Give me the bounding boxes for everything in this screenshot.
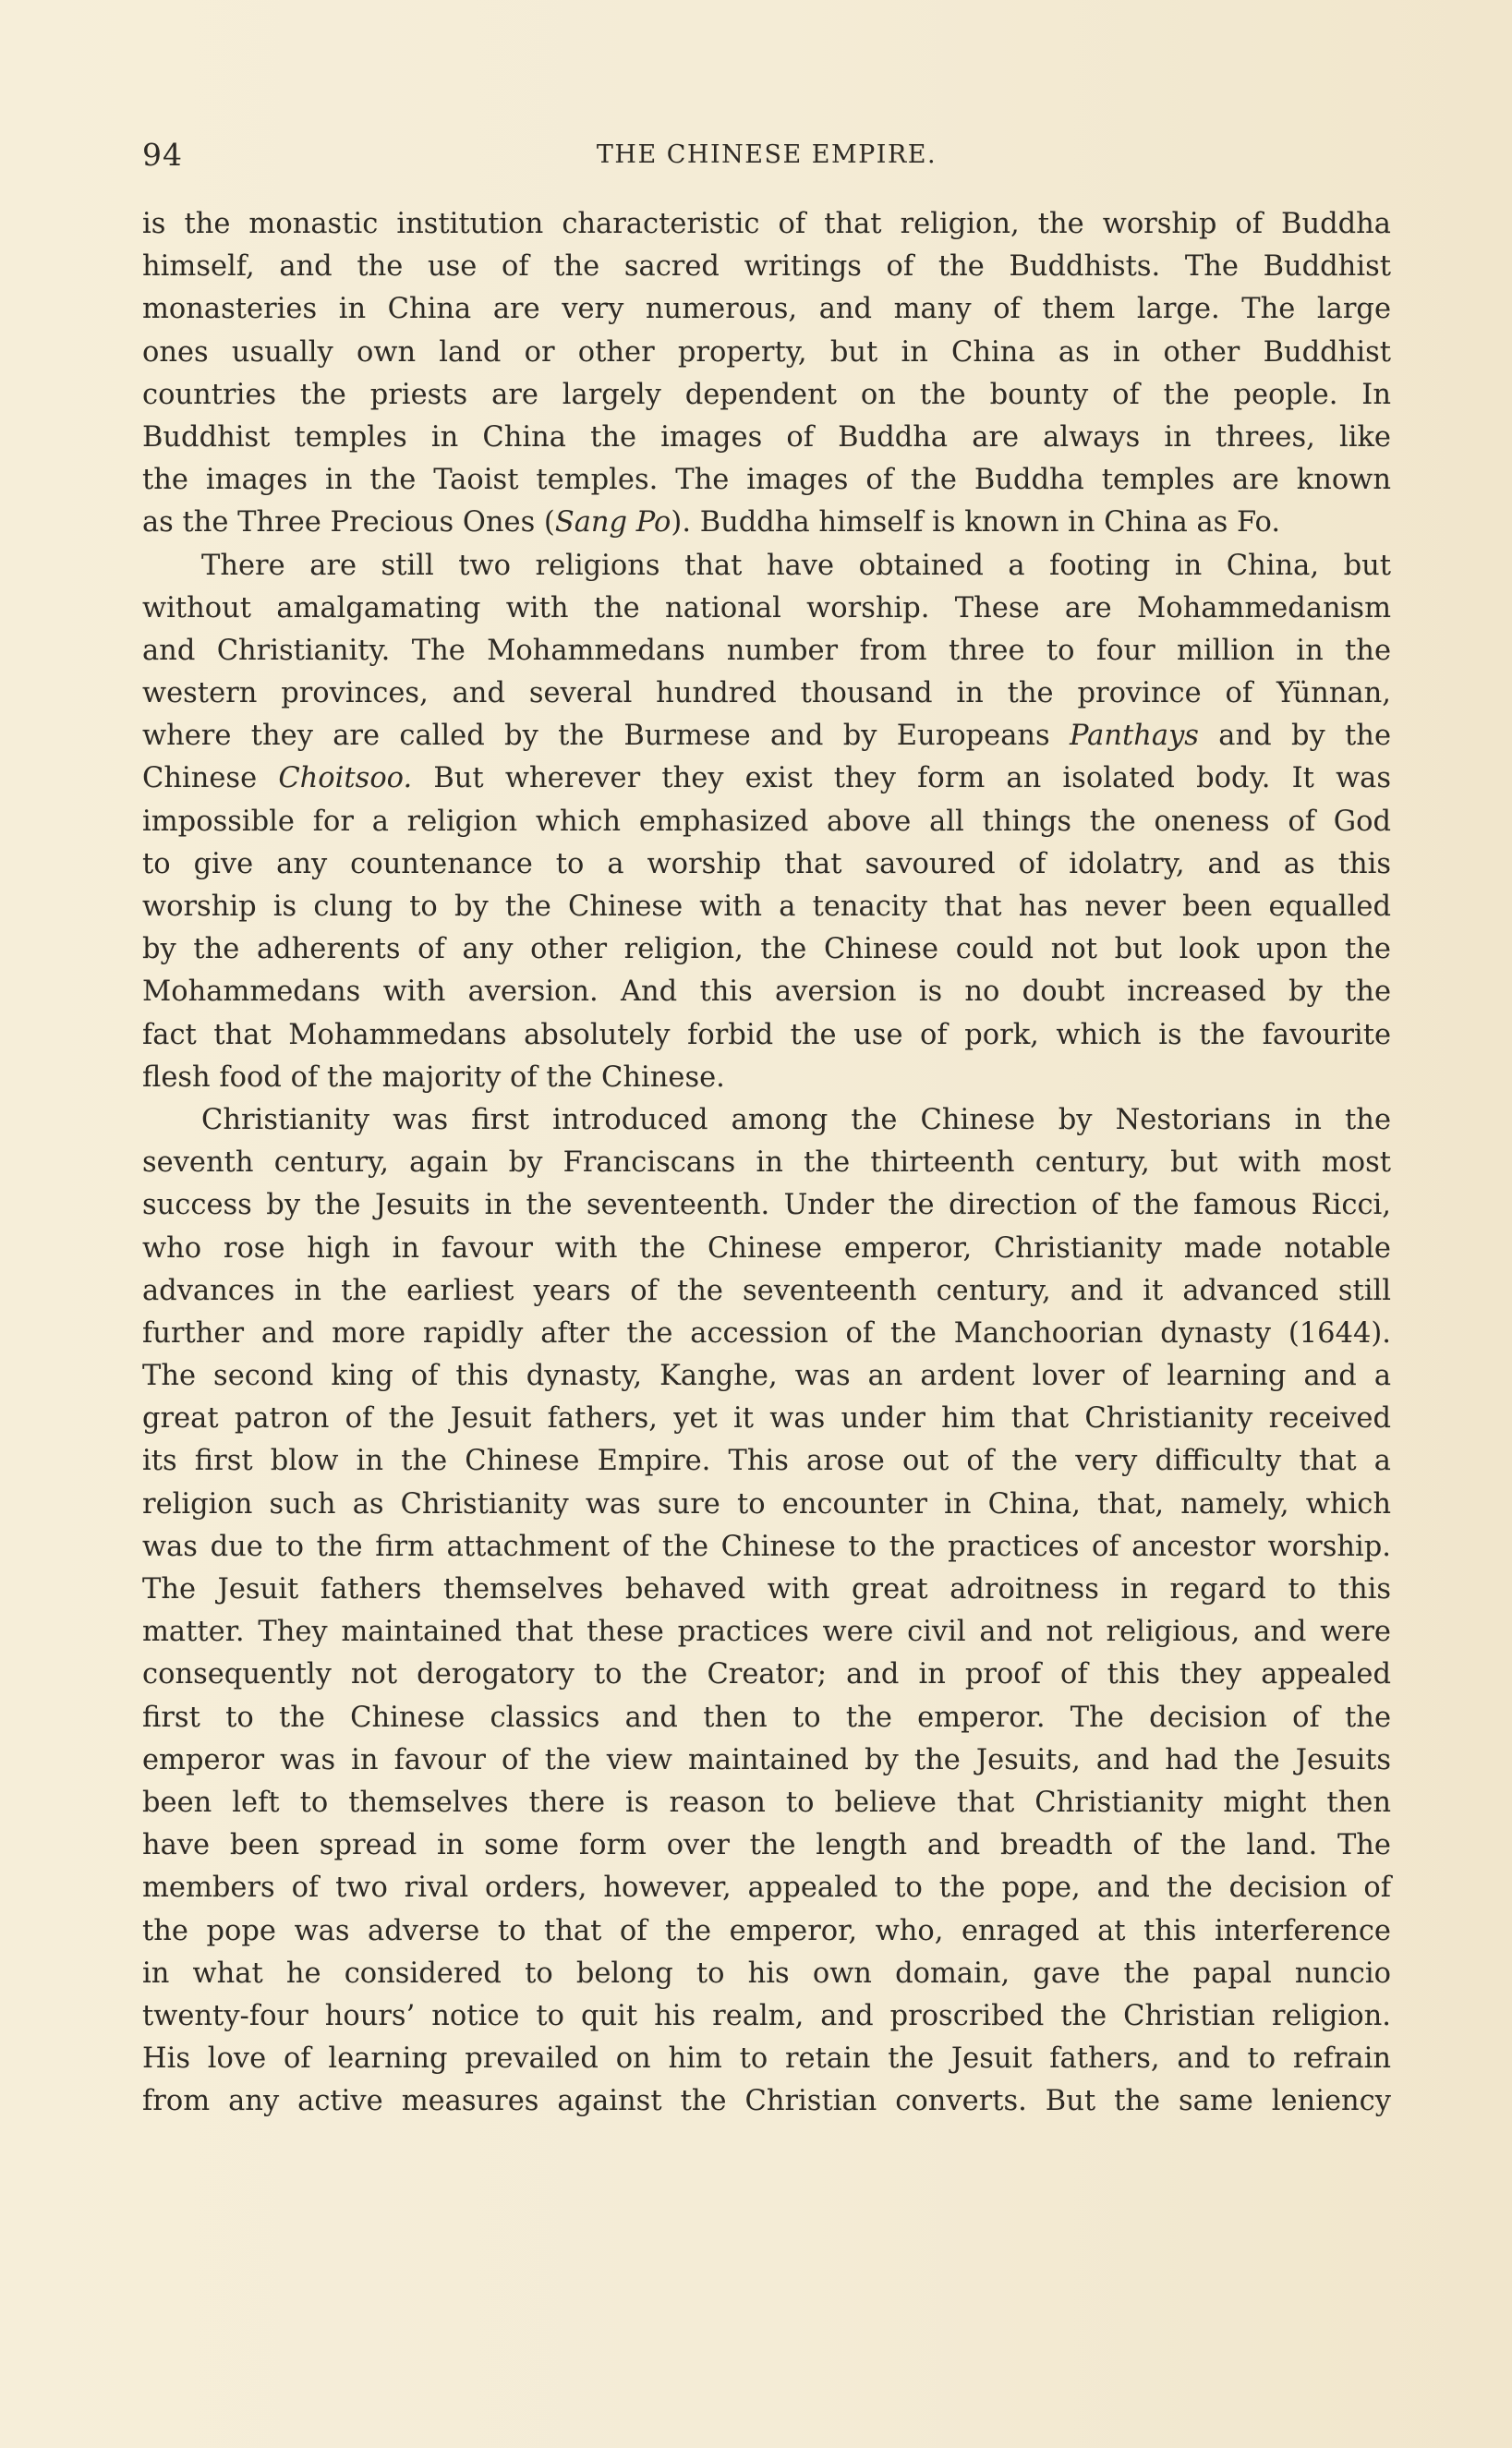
text-line: There are still two religions that have obtained a footing in China, but bbox=[201, 549, 1391, 582]
text-line: who rose high in favour with the Chinese emperor, Christianity made notable bbox=[142, 1231, 1391, 1265]
text-line bbox=[142, 757, 1391, 800]
text-segment: where they are called by the Burmese and by Europeans bbox=[142, 720, 1070, 753]
text-line: great patron of the Jesuit fathers, yet it was under him that Christianity received bbox=[142, 1402, 1391, 1436]
text-line: the pope was adverse to that of the emperor, who, enraged at this interference bbox=[142, 1914, 1391, 1947]
text-line: and Christianity. The Mohammedans number from three to four million in the bbox=[142, 634, 1391, 667]
text-line: monasteries in China are very numerous, and many of them large. The large bbox=[142, 293, 1391, 326]
text-line: consequently not derogatory to the Creator; and in proof of this they appealed bbox=[142, 1658, 1391, 1691]
text-line: emperor was in favour of the view maintained by the Jesuits, and had the Jesuits bbox=[142, 1743, 1391, 1776]
text-line: ones usually own land or other property, but in China as in other Buddhist bbox=[142, 335, 1391, 369]
text-line: seventh century, again by Franciscans in the thirteenth century, but with most bbox=[142, 1146, 1391, 1180]
text-line: Mohammedans with aversion. And this aversion is no doubt increased by the bbox=[142, 976, 1391, 1009]
text-segment: as the Three Precious Ones ( bbox=[142, 506, 555, 539]
text-line: have been spread in some form over the length and breadth of the land. The bbox=[142, 1829, 1391, 1862]
italic-term: Panthays bbox=[1070, 720, 1199, 753]
text-line: worship is clung to by the Chinese with a tenacity that has never been equalled bbox=[142, 891, 1391, 923]
text-line: advances in the earliest years of the seventeenth century, and it advanced still bbox=[142, 1274, 1391, 1307]
text-line: its first blow in the Chinese Empire. This arose out of the very difficulty that a bbox=[142, 1445, 1391, 1478]
page-header bbox=[142, 137, 1391, 181]
text-line: fact that Mohammedans absolutely forbid the use of pork, which is the favourite bbox=[142, 1018, 1391, 1051]
text-line: was due to the firm attachment of the Chinese to the practices of ancestor worship. bbox=[142, 1530, 1391, 1563]
text-line: himself, and the use of the sacred writings of the Buddhists. The Buddhist bbox=[142, 250, 1391, 284]
text-line bbox=[142, 715, 1391, 757]
text-line: in what he considered to belong to his own domain, gave the papal nuncio bbox=[142, 1957, 1391, 1990]
text-line: been left to themselves there is reason to believe that Christianity might then bbox=[142, 1786, 1391, 1819]
text-segment: ). Buddha himself is known in China as Fo. bbox=[671, 506, 1281, 539]
text-line bbox=[142, 502, 1391, 544]
text-line: western provinces, and several hundred thousand in the province of Yünnan, bbox=[142, 677, 1391, 710]
text-line: The second king of this dynasty, Kanghe, was an ardent lover of learning and a bbox=[142, 1360, 1391, 1393]
italic-term: Choitsoo. bbox=[278, 762, 413, 795]
text-line: flesh food of the majority of the Chinese. bbox=[142, 1060, 725, 1094]
text-line: the images in the Taoist temples. The images of the Buddha temples are known bbox=[142, 464, 1391, 497]
text-line: His love of learning prevailed on him to retain the Jesuit fathers, and to refrain bbox=[142, 2042, 1391, 2076]
italic-term: Sang Po bbox=[554, 506, 671, 539]
text-line: is the monastic institution characteristic of that religion, the worship of Buddha bbox=[142, 208, 1391, 240]
text-line: success by the Jesuits in the seventeenth. Under the direction of the famous Ricci, bbox=[142, 1189, 1391, 1222]
text-line: to give any countenance to a worship that savoured of idolatry, and as this bbox=[142, 847, 1391, 880]
text-line: impossible for a religion which emphasized above all things the oneness of God bbox=[142, 805, 1391, 838]
text-line: matter. They maintained that these practices were civil and not religious, and were bbox=[142, 1616, 1391, 1649]
text-segment: But wherever they exist they form an isolated body. It was bbox=[412, 762, 1392, 795]
text-segment: and by the bbox=[1198, 720, 1391, 753]
text-line: twenty-four hours’ notice to quit his realm, and proscribed the Christian religion. bbox=[142, 1999, 1391, 2032]
body-text bbox=[142, 203, 1391, 2123]
text-line: further and more rapidly after the accession of the Manchoorian dynasty (1644). bbox=[142, 1316, 1391, 1350]
text-segment: Chinese bbox=[142, 762, 279, 795]
text-line: Christianity was first introduced among the Chinese by Nestorians in the bbox=[201, 1103, 1391, 1136]
page-number: 94 bbox=[142, 137, 183, 173]
text-line: from any active measures against the Christian converts. But the same leniency bbox=[142, 2085, 1391, 2118]
text-line: countries the priests are largely dependent on the bounty of the people. In bbox=[142, 378, 1391, 411]
text-line: The Jesuit fathers themselves behaved with great adroitness in regard to this bbox=[142, 1573, 1391, 1606]
text-line: first to the Chinese classics and then to the emperor. The decision of the bbox=[142, 1701, 1391, 1734]
text-line: by the adherents of any other religion, the Chinese could not but look upon the bbox=[142, 933, 1391, 966]
text-line: Buddhist temples in China the images of Buddha are always in threes, like bbox=[142, 420, 1391, 454]
text-line: religion such as Christianity was sure to encounter in China, that, namely, which bbox=[142, 1487, 1391, 1521]
text-line: without amalgamating with the national worship. These are Mohammedanism bbox=[142, 591, 1391, 624]
text-line: members of two rival orders, however, appealed to the pope, and the decision of bbox=[142, 1872, 1391, 1905]
running-title: THE CHINESE EMPIRE. bbox=[596, 140, 937, 169]
